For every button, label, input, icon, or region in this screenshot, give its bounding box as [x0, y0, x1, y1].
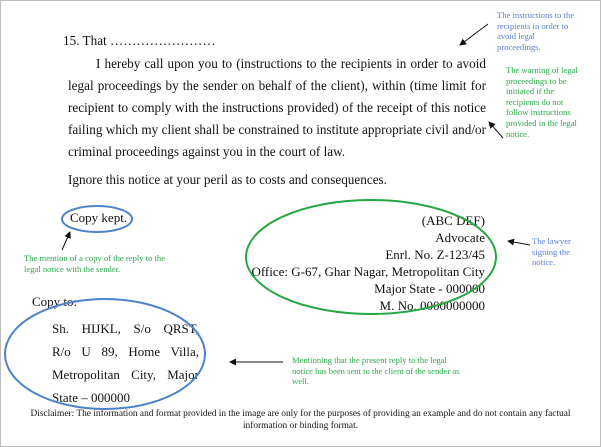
advocate-name: (ABC DEF) [421, 213, 485, 228]
annotation-copy-sent: Mentioning that the present reply to the legal notice has been sent to the client of the sender as well. [292, 355, 460, 387]
advocate-enrolment: Enrl. No. Z-123/45 [385, 247, 485, 262]
arrow-instructions [460, 24, 488, 45]
copy-to-label: Copy to: [32, 294, 78, 309]
arrow-lawyer [508, 241, 530, 245]
copy-kept: Copy kept. [70, 210, 128, 225]
ignore-line: Ignore this notice at your peril as to costs and consequences. [68, 172, 387, 187]
advocate-mobile: M. No. 0000000000 [379, 298, 485, 313]
annotation-instructions: The instructions to the recipients in order to avoid legal proceedings. [497, 10, 575, 52]
advocate-title: Advocate [435, 230, 485, 245]
copy-to-line: State – 000000 [52, 390, 130, 405]
copy-kept-ellipse [62, 206, 132, 232]
advocate-office: Office: G-67, Ghar Nagar, Metropolitan City [251, 264, 485, 279]
copy-to-line: Metropolitan City, Major [52, 367, 199, 382]
disclaimer: Disclaimer: The information and format provided in the image are only for the purposes of providing an example and do not contain any factual information or binding format. [30, 409, 571, 431]
annotation-lawyer: The lawyer signing the notice. [532, 236, 571, 268]
copy-to-line: R/o U 89, Home Villa, [52, 344, 199, 359]
arrow-copy-mention [62, 232, 70, 250]
annotation-copy-mention: The mention of a copy of the reply to the legal notice with the sender. [24, 253, 166, 274]
annotation-warning: The warning of legal proceedings to be initiated if the recipients do not follow instructions provided in the legal notice. [506, 65, 578, 139]
copy-to-line: Sh. HIJKL, S/o QRST, [52, 321, 199, 336]
copy-to-ellipse [5, 299, 205, 409]
advocate-state: Major State - 000000 [374, 281, 485, 296]
clause-heading: 15. That …………………… [63, 33, 216, 48]
clause-paragraph: I hereby call upon you to (instructions to the recipients in order to avoid legal proceedings by the sender on behalf of the client), within (time limit for recipient to comply with the instructions provided) of the receipt of this notice failing which my client shall be constrained to institute appropriate civil and/or criminal proceedings against you in the court of law. [68, 56, 486, 159]
advocate-ellipse [246, 200, 496, 314]
arrow-warning [489, 122, 503, 138]
